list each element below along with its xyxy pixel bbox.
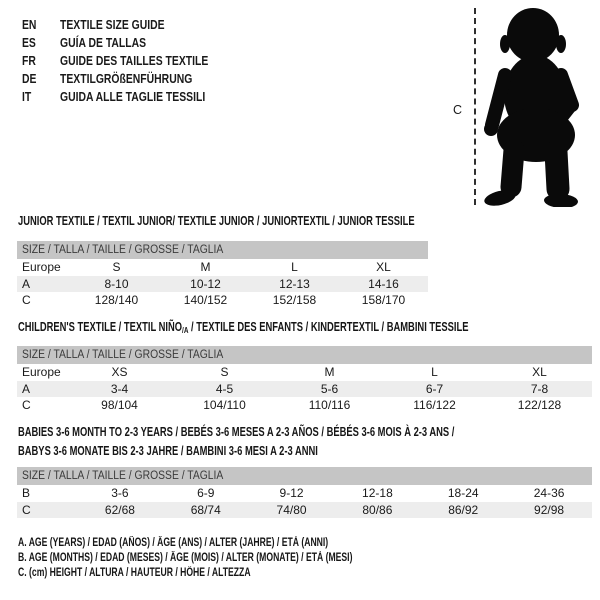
- table-cell: 128/140: [94, 293, 139, 308]
- table-cell: 68/74: [163, 502, 249, 519]
- table-cell: S: [220, 365, 229, 380]
- children-table-section: [17, 346, 592, 414]
- language-title: GUÍA DE TALLAS: [60, 35, 147, 51]
- table-cell: 12-13: [250, 276, 339, 293]
- table-cell: 86/92: [420, 502, 506, 519]
- language-row-fr: [22, 52, 245, 70]
- height-label: C: [453, 103, 463, 117]
- row-label-cell: A: [17, 276, 72, 293]
- baby-silhouette-icon: [483, 7, 589, 207]
- table-cell: 140/152: [183, 293, 228, 308]
- table-cell: 74/80: [249, 502, 335, 519]
- table-cell: 3-4: [67, 381, 172, 398]
- table-cell: S: [112, 260, 121, 275]
- table-cell: 92/98: [506, 502, 592, 519]
- language-code: EN: [22, 17, 37, 33]
- table-cell: 104/110: [203, 398, 246, 413]
- junior-textile-table: [17, 241, 428, 309]
- table-cell: 6-9: [197, 486, 215, 501]
- language-code: DE: [22, 70, 37, 86]
- table-cell: 4-5: [172, 381, 277, 398]
- language-title: TEXTILGRÖßENFÜHRUNG: [60, 70, 193, 86]
- language-code: ES: [22, 35, 36, 51]
- table-cell: XL: [376, 260, 391, 275]
- language-row-es: [22, 34, 245, 52]
- table-row-height: [17, 397, 592, 414]
- junior-table-section: [17, 241, 428, 309]
- size-header-bar: [17, 241, 428, 259]
- table-cell: 158/170: [361, 293, 406, 308]
- table-cell: 8-10: [72, 276, 161, 293]
- table-row-age: [17, 381, 592, 398]
- row-label-cell: C: [22, 293, 31, 308]
- language-code: FR: [22, 52, 36, 68]
- table-cell: 7-8: [487, 381, 592, 398]
- table-cell: 14-16: [339, 276, 428, 293]
- table-cell: 116/122: [413, 398, 456, 413]
- table-cell: 24-36: [533, 486, 565, 501]
- footnote-height: C. (cm) HEIGHT / ALTURA / HAUTEUR / HÖHE / ALTEZZA: [18, 567, 251, 580]
- size-header-label: SIZE / TALLA / TAILLE / GRÖSSE / TAGLIA: [22, 349, 224, 361]
- table-cell: 10-12: [161, 276, 250, 293]
- table-cell: 3-6: [111, 486, 129, 501]
- table-cell: 110/116: [308, 398, 351, 413]
- row-label-cell: Europe: [22, 365, 61, 380]
- table-cell: 6-7: [382, 381, 487, 398]
- table-cell: L: [291, 260, 298, 275]
- table-cell: 80/86: [334, 502, 420, 519]
- table-cell: L: [431, 365, 438, 380]
- footnote-age-years: A. AGE (YEARS) / EDAD (AÑOS) / ÂGE (ANS) / ALTER (JAHRE) / ETÀ (ANNI): [18, 537, 329, 549]
- table-row-age: [17, 276, 428, 293]
- table-row-age-months: [17, 485, 592, 502]
- table-cell: M: [200, 260, 211, 275]
- table-cell: 12-18: [362, 486, 393, 501]
- size-header-bar: [17, 467, 592, 485]
- row-label-cell: A: [17, 381, 67, 398]
- size-header-label: SIZE / TALLA / TAILLE / GRÖSSE / TAGLIA: [22, 244, 224, 256]
- babies-table-section: [17, 467, 592, 518]
- table-row-height: [17, 292, 428, 309]
- table-cell: 122/128: [517, 398, 562, 413]
- height-dashed-line: [474, 8, 476, 205]
- size-header-label: SIZE / TALLA / TAILLE / GRÖSSE / TAGLIA: [22, 470, 224, 482]
- language-code: IT: [22, 88, 32, 104]
- language-row-it: [22, 87, 245, 105]
- babies-textile-table: [17, 467, 592, 518]
- footnote-age-months: B. AGE (MONTHS) / EDAD (MESES) / ÂGE (MOIS) / ALTER (MONATE) / ETÀ (MESI): [18, 552, 353, 565]
- language-title: TEXTILE SIZE GUIDE: [60, 17, 165, 33]
- table-row-europe: [17, 259, 428, 276]
- footnote-legend: [18, 537, 464, 583]
- table-cell: XS: [111, 365, 128, 380]
- table-cell: 98/104: [101, 398, 138, 413]
- table-cell: 18-24: [447, 486, 479, 501]
- language-row-en: [22, 16, 245, 34]
- table-row-europe: [17, 364, 592, 381]
- language-row-de: [22, 69, 245, 87]
- language-title: GUIDE DES TAILLES TEXTILE: [60, 52, 209, 68]
- row-label-cell: C: [17, 502, 77, 519]
- table-cell: 5-6: [277, 381, 382, 398]
- babies-table-title: BABIES 3-6 MONTH TO 2-3 YEARS / BEBÉS 3-6 MESES A 2-3 AÑOS / BÉBÉS 3-6 MOIS À 2-3 ANS / BABYS 3-6 MONATE BIS 2-3 JAHRE / BAMBINI 3-6 MESI A 2-3 ANNI: [18, 425, 455, 458]
- size-header-bar: [17, 346, 592, 364]
- language-title: GUIDA ALLE TAGLIE TESSILI: [60, 88, 206, 104]
- table-cell: M: [324, 365, 335, 380]
- table-cell: 152/158: [272, 293, 317, 308]
- row-label-cell: C: [22, 398, 31, 413]
- table-row-height: [17, 502, 592, 519]
- table-cell: 62/68: [77, 502, 163, 519]
- row-label-cell: Europe: [22, 260, 61, 275]
- table-cell: XL: [532, 365, 547, 380]
- table-cell: 9-12: [279, 486, 304, 501]
- children-textile-table: [17, 346, 592, 414]
- row-label-cell: B: [22, 486, 31, 501]
- junior-table-title: JUNIOR TEXTILE / TEXTIL JUNIOR/ TEXTILE JUNIOR / JUNIORTEXTIL / JUNIOR TESSILE: [18, 214, 415, 228]
- children-table-title: CHILDREN'S TEXTILE / TEXTIL NIÑO/A / TEXTILE DES ENFANTS / KINDERTEXTIL / BAMBINI TESSILE: [18, 320, 469, 335]
- language-title-list: [22, 16, 245, 105]
